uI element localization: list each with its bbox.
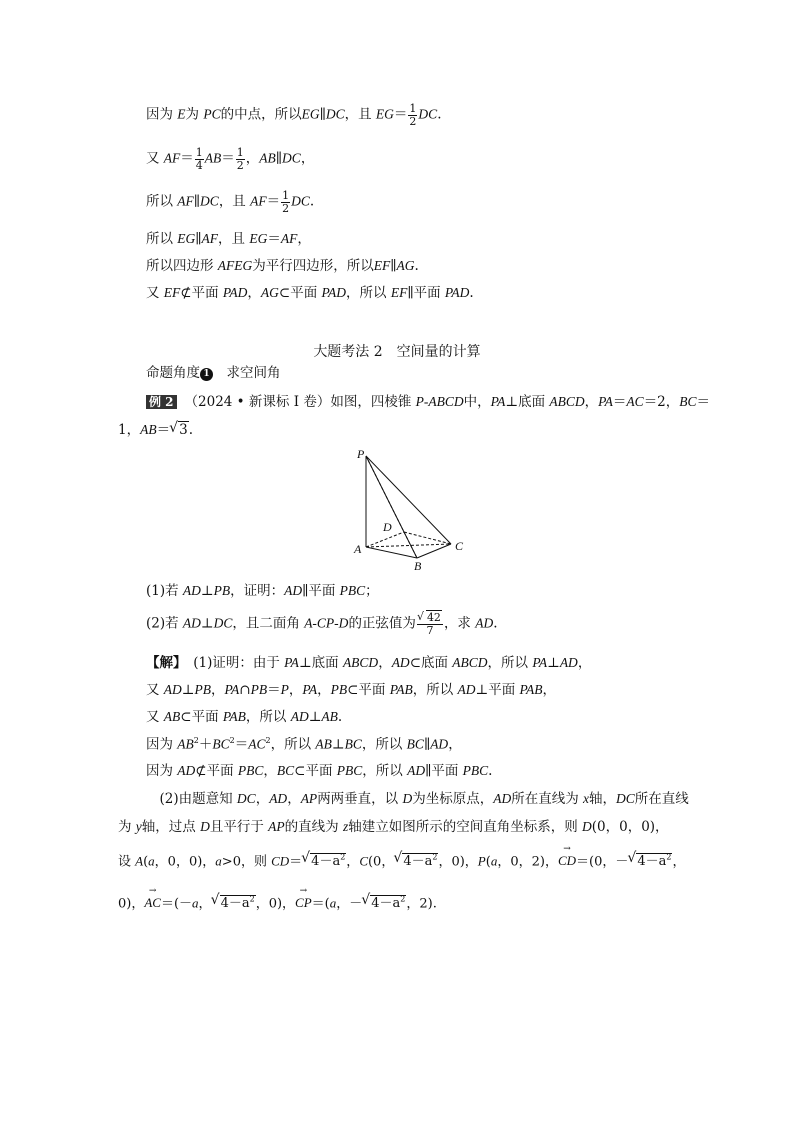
edge-AB xyxy=(366,547,417,558)
question-2: (2)若 AD⊥DC，且二面角 A-CP-D的正弦值为 √ 42 7 ，求 AD. xyxy=(146,610,498,637)
fraction: $\frac{1}{2}$ xyxy=(409,102,417,128)
solution-line-9: 0)， → AC＝(－a， √ $4-a^2$，0)， → CP＝(a，－ √ $4-a^2$，2). xyxy=(118,886,437,912)
edge-AD xyxy=(366,532,404,547)
example-line-1: 例 2 （2024 • 新课标 Ⅰ 卷）如图，四棱锥 P-ABCD中，PA⊥底面 ABCD，PA＝AC＝2，BC＝ xyxy=(146,395,710,410)
solution-line-5: 因为 AD⊄平面 PBC，BC⊂平面 PBC，所以 AD∥平面 PBC. xyxy=(146,763,493,779)
example-line-2: 1，AB＝ √ 3. xyxy=(118,420,193,438)
sqrt: √ $4-a^2$ xyxy=(627,850,672,870)
solution-line-4: 因为 $AB^2+BC^2=AC^2$，所以 AB⊥BC，所以 BC∥AD， xyxy=(146,736,462,753)
solution-line-8: 设 A(a，0，0)，a>0，则 CD＝ √ $4-a^2$，C(0， √ $4-a^2$，0)，P(a，0，2)， → CD＝(0，－ √ $4-a^2$， xyxy=(118,844,686,870)
text-line-6: 又 EF⊄平面 PAD，AG⊂平面 PAD，所以 EF∥平面 PAD. xyxy=(146,285,474,301)
sqrt: √ $4-a^2$ xyxy=(393,850,438,870)
fraction: $\frac{1}{4}$ xyxy=(195,146,203,172)
label-B: B xyxy=(414,559,422,573)
edge-DB xyxy=(404,532,417,558)
edge-PC xyxy=(366,456,451,544)
text-line-3: 所以 AF∥DC，且 AF＝ $\frac{1}{2}$ DC. xyxy=(146,189,315,215)
text-line-5: 所以四边形 AFEG为平行四边形，所以EF∥AG. xyxy=(146,258,419,274)
edge-BC xyxy=(417,544,451,558)
number-badge: 1 xyxy=(200,368,213,381)
sqrt: √ $4-a^2$ xyxy=(210,892,255,912)
text-line-4: 所以 EG∥AF，且 EG＝AF， xyxy=(146,231,311,247)
subsection-title: 命题角度 1 求空间角 xyxy=(146,365,281,381)
label-D: D xyxy=(383,520,392,534)
label-P: P xyxy=(357,447,365,461)
text-line-2: 又 AF＝ $\frac{1}{4}$ AB＝ $\frac{1}{2}$ ，AB∥DC， xyxy=(146,146,315,172)
example-badge: 例 2 xyxy=(146,395,177,409)
solution-line-3: 又 AB⊂平面 PAB，所以 AD⊥AB. xyxy=(146,709,343,725)
solution-label: 【解】 xyxy=(146,655,180,671)
solution-line-7: 为 y轴，过点 D且平行于 AP的直线为 z轴建立如图所示的空间直角坐标系，则 D(0，0，0)， xyxy=(118,819,669,835)
edge-PB xyxy=(366,456,417,558)
vector-AC: → AC xyxy=(144,886,161,911)
fraction: √ 42 7 xyxy=(416,610,441,637)
vector-CD: → CD xyxy=(557,844,577,869)
sqrt: √ 3 xyxy=(169,420,188,438)
fraction: $\frac{1}{2}$ xyxy=(236,146,244,172)
edge-AC xyxy=(366,544,451,547)
section-heading: 大题考法 2 空间量的计算 xyxy=(313,344,481,360)
text-line-1: 因为 E为 PC的中点，所以EG∥DC，且 EG＝ $\frac{1}{2}$ DC. xyxy=(146,102,442,128)
solution-line-6: (2)由题意知 DC，AD，AP两两垂直，以 D为坐标原点，AD所在直线为 x轴，DC所在直线 xyxy=(146,791,689,807)
solution-line-1: 【解】 (1)证明：由于 PA⊥底面 ABCD，AD⊂底面 ABCD，所以 PA⊥AD， xyxy=(146,655,592,671)
label-C: C xyxy=(455,539,464,553)
sqrt: √ $4-a^2$ xyxy=(301,850,346,870)
vector-CP: → CP xyxy=(295,886,312,911)
edge-DC xyxy=(404,532,451,544)
edge-PD xyxy=(366,456,404,532)
label-A: A xyxy=(354,542,362,556)
solution-line-2: 又 AD⊥PB，PA∩PB＝P，PA，PB⊂平面 PAB，所以 AD⊥平面 PAB， xyxy=(146,682,556,698)
question-1: (1)若 AD⊥PB，证明：AD∥平面 PBC； xyxy=(146,583,379,599)
fraction: $\frac{1}{2}$ xyxy=(282,189,290,215)
sqrt: √ $4-a^2$ xyxy=(361,892,406,912)
